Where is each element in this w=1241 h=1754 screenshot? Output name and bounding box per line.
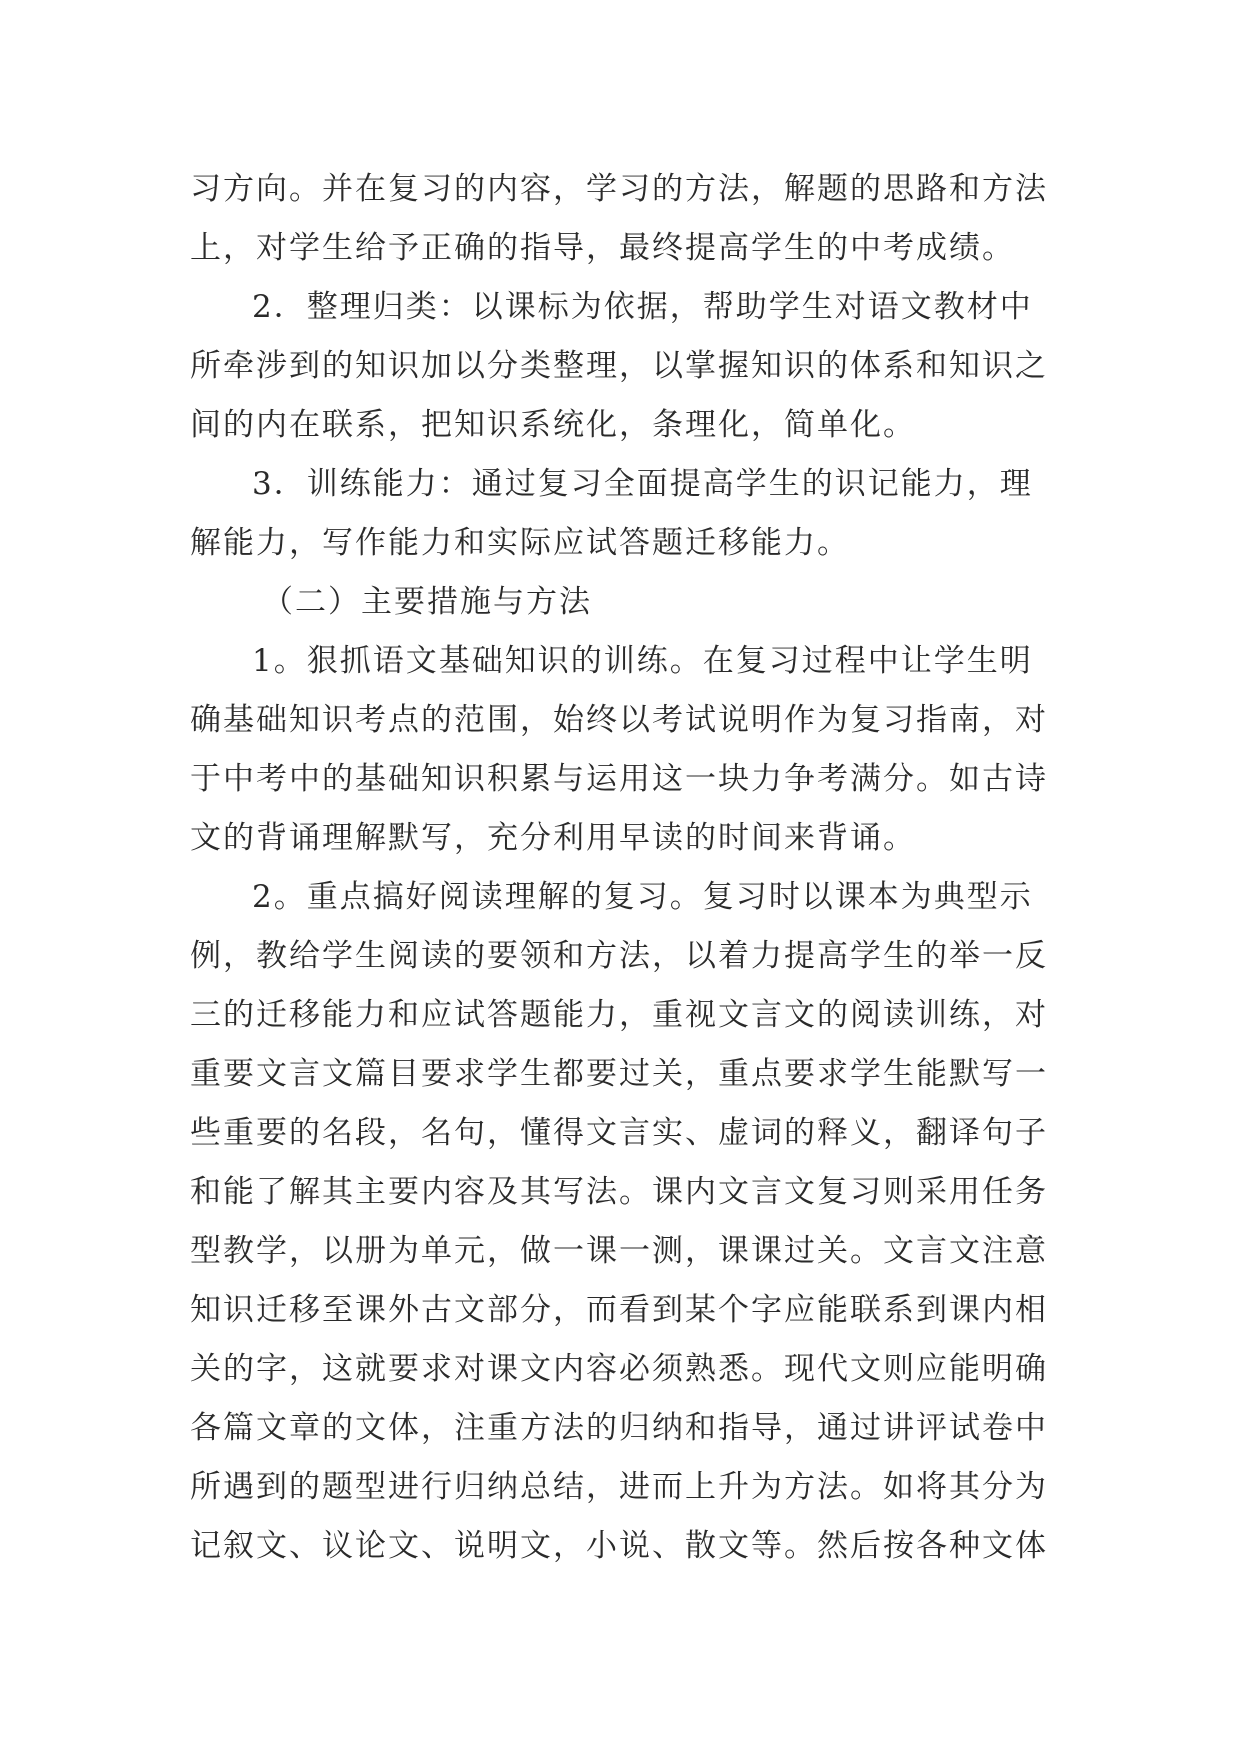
text-line: 习方向。并在复习的内容，学习的方法，解题的思路和方法 — [190, 171, 1048, 207]
text-line: 上，对学生给予正确的指导，最终提高学生的中考成绩。 — [190, 230, 1015, 266]
text-line: 和能了解其主要内容及其写法。课内文言文复习则采用任务 — [190, 1174, 1048, 1210]
paragraph-start-line: 3．训练能力：通过复习全面提高学生的识记能力，理 — [252, 466, 1033, 502]
text-line: 各篇文章的文体，注重方法的归纳和指导，通过讲评试卷中 — [190, 1410, 1048, 1446]
text-line: 于中考中的基础知识积累与运用这一块力争考满分。如古诗 — [190, 761, 1048, 797]
paragraph-start-line: 2。重点搞好阅读理解的复习。复习时以课本为典型示 — [252, 879, 1033, 915]
text-line: 知识迁移至课外古文部分，而看到某个字应能联系到课内相 — [190, 1292, 1048, 1328]
paragraph-start-line: 1。狠抓语文基础知识的训练。在复习过程中让学生明 — [252, 643, 1033, 679]
text-line: 记叙文、议论文、说明文，小说、散文等。然后按各种文体 — [190, 1528, 1048, 1564]
text-line: 些重要的名段，名句，懂得文言实、虚词的释义，翻译句子 — [190, 1115, 1048, 1151]
text-line: 确基础知识考点的范围，始终以考试说明作为复习指南，对 — [190, 702, 1048, 738]
text-line: 例，教给学生阅读的要领和方法，以着力提高学生的举一反 — [190, 938, 1048, 974]
text-line: 三的迁移能力和应试答题能力，重视文言文的阅读训练，对 — [190, 997, 1048, 1033]
text-line: 所牵涉到的知识加以分类整理，以掌握知识的体系和知识之 — [190, 348, 1048, 384]
paragraph-start-line: 2．整理归类：以课标为依据，帮助学生对语文教材中 — [252, 289, 1033, 325]
text-line: 文的背诵理解默写，充分利用早读的时间来背诵。 — [190, 820, 916, 856]
text-line: 解能力，写作能力和实际应试答题迁移能力。 — [190, 525, 850, 561]
text-line: 型教学，以册为单元，做一课一测，课课过关。文言文注意 — [190, 1233, 1048, 1269]
section-heading: （二）主要措施与方法 — [262, 584, 592, 620]
text-line: 关的字，这就要求对课文内容必须熟悉。现代文则应能明确 — [190, 1351, 1048, 1387]
text-line: 间的内在联系，把知识系统化，条理化，简单化。 — [190, 407, 916, 443]
text-line: 所遇到的题型进行归纳总结，进而上升为方法。如将其分为 — [190, 1469, 1048, 1505]
text-line: 重要文言文篇目要求学生都要过关，重点要求学生能默写一 — [190, 1056, 1048, 1092]
